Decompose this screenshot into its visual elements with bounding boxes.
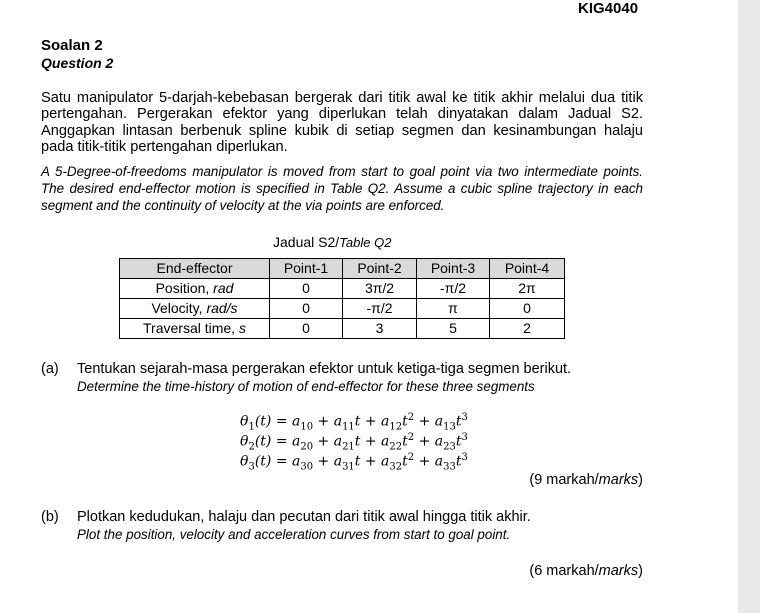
table-cell: 0: [270, 319, 343, 339]
table-caption: [273, 234, 391, 250]
question-title-en: Question 2: [41, 55, 114, 71]
part-b-text-ms: Plotkan kedudukan, halaju dan pecutan dari titik awal hingga titik akhir.: [77, 509, 531, 525]
question-title-ms: Soalan 2: [41, 37, 103, 54]
motion-table: [119, 258, 565, 339]
page-edge-gutter: [738, 0, 760, 613]
row-unit: rad: [213, 280, 234, 296]
table-row: [120, 319, 565, 339]
course-code: KIG4040: [578, 0, 639, 17]
table-cell: 0: [270, 299, 343, 319]
row-label: [120, 279, 270, 299]
table-cell: 0: [490, 299, 565, 319]
table-header-cell: Point-3: [417, 259, 490, 279]
table-cell: -π/2: [343, 299, 417, 319]
question-paragraph-en: A 5-Degree-of-freedoms manipulator is moved from start to goal point via two intermediate points. The desired end-effector motion is specified in Table Q2. Assume a cubic spline trajectory in each segment and the continuity of velocity at the via points are enforced.: [41, 164, 643, 213]
table-header-cell: End-effector: [120, 259, 270, 279]
table-header-row: [120, 259, 565, 279]
marks-suffix: ): [638, 472, 643, 488]
row-label: [120, 319, 270, 339]
table-cell: 2π: [490, 279, 565, 299]
table-header-cell: Point-4: [490, 259, 565, 279]
part-b-label: (b): [41, 509, 59, 525]
part-b-marks: [529, 563, 643, 579]
table-cell: 2: [490, 319, 565, 339]
table-cell: 0: [270, 279, 343, 299]
equation-theta-2: $\theta_2(t) = a_{20} + a_{21}t + a_{22}t^2 + a_{23}t^3$: [240, 432, 468, 453]
table-cell: 5: [417, 319, 490, 339]
question-paragraph-ms: Satu manipulator 5-darjah-kebebasan bergerak dari titik awal ke titik akhir melalui dua titik pertengahan. Pergerakan efektor yang diperlukan telah dinyatakan dalam Jadual S2. Anggapkan lintasan berbenuk spline kubik di setiap segmen dan kesinambungan halaju pada titik-titik pertengahan diperlukan.: [41, 90, 643, 155]
table-caption-en: Table Q2: [339, 235, 392, 250]
table-header-cell: Point-1: [270, 259, 343, 279]
row-unit: rad/s: [206, 300, 238, 316]
table-cell: π: [417, 299, 490, 319]
table-header-cell: Point-2: [343, 259, 417, 279]
table-cell: -π/2: [417, 279, 490, 299]
table-row: [120, 299, 565, 319]
row-label-text: Position,: [155, 280, 214, 296]
table-row: [120, 279, 565, 299]
marks-prefix: (9 markah/: [529, 472, 599, 488]
marks-en: marks: [598, 563, 639, 579]
part-a-marks: [529, 472, 643, 488]
equation-theta-3: $\theta_3(t) = a_{30} + a_{31}t + a_{32}t^2 + a_{33}t^3$: [240, 452, 468, 473]
marks-suffix: ): [638, 563, 643, 579]
row-unit: s: [238, 320, 246, 336]
marks-prefix: (6 markah/: [529, 563, 599, 579]
table-cell: 3: [343, 319, 417, 339]
part-a-text-en: Determine the time-history of motion of end-effector for these three segments: [77, 379, 535, 394]
row-label: [120, 299, 270, 319]
row-label-text: Traversal time,: [143, 320, 239, 336]
row-label-text: Velocity,: [151, 300, 207, 316]
equation-theta-1: $\theta_1(t) = a_{10} + a_{11}t + a_{12}t^2 + a_{13}t^3$: [240, 412, 468, 433]
part-a-text-ms: Tentukan sejarah-masa pergerakan efektor untuk ketiga-tiga segmen berikut.: [77, 361, 572, 377]
part-a-label: (a): [41, 361, 59, 377]
marks-en: marks: [598, 472, 639, 488]
table-cell: 3π/2: [343, 279, 417, 299]
table-caption-ms: Jadual S2/: [273, 234, 340, 250]
part-b-text-en: Plot the position, velocity and acceleration curves from start to goal point.: [77, 527, 511, 542]
